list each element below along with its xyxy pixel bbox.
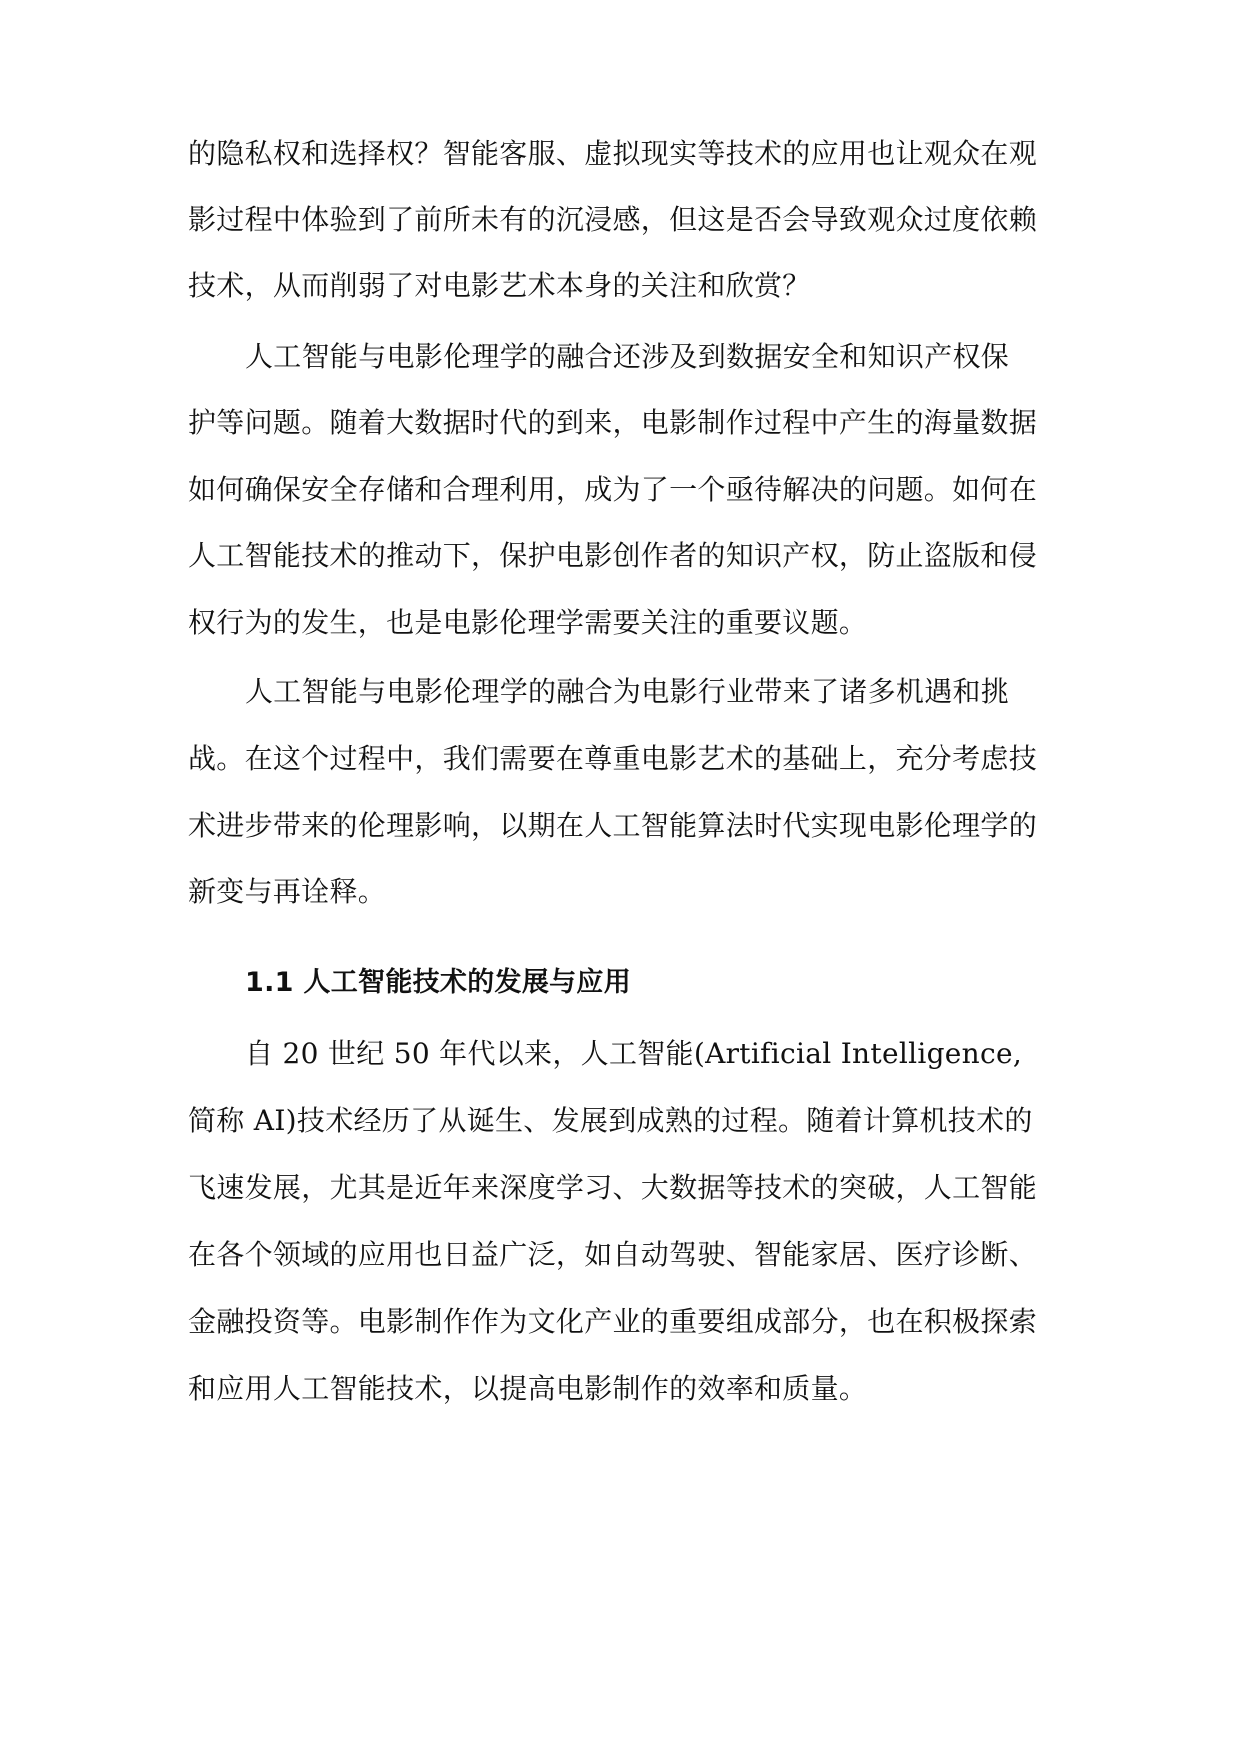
paragraph-1-line-2: 影过程中体验到了前所未有的沉浸感，但这是否会导致观众过度依赖 [188,203,1038,236]
section-paragraph-line-5: 金融投资等。电影制作作为文化产业的重要组成部分，也在积极探索 [188,1305,1038,1338]
paragraph-3-line-2: 战。在这个过程中，我们需要在尊重电影艺术的基础上，充分考虑技 [188,742,1038,775]
section-paragraph-line-1: 自 20 世纪 50 年代以来，人工智能(Artificial Intelligence, [245,1037,1023,1070]
section-paragraph-line-4: 在各个领域的应用也日益广泛，如自动驾驶、智能家居、医疗诊断、 [188,1238,1038,1271]
section-paragraph-line-2: 简称 AI)技术经历了从诞生、发展到成熟的过程。随着计算机技术的 [188,1104,1033,1137]
paragraph-2-line-1: 人工智能与电影伦理学的融合还涉及到数据安全和知识产权保 [245,340,1010,373]
paragraph-3-line-1: 人工智能与电影伦理学的融合为电影行业带来了诸多机遇和挑 [245,675,1010,708]
paragraph-3-line-3: 术进步带来的伦理影响，以期在人工智能算法时代实现电影伦理学的 [188,809,1038,842]
section-paragraph-line-3: 飞速发展，尤其是近年来深度学习、大数据等技术的突破，人工智能 [188,1171,1038,1204]
paragraph-2-line-5: 权行为的发生，也是电影伦理学需要关注的重要议题。 [188,606,868,639]
paragraph-2-line-4: 人工智能技术的推动下，保护电影创作者的知识产权，防止盗版和侵 [188,539,1038,572]
paragraph-2-line-3: 如何确保安全存储和合理利用，成为了一个亟待解决的问题。如何在 [188,473,1038,506]
paragraph-3-line-4: 新变与再诠释。 [188,875,387,908]
paragraph-1-line-1: 的隐私权和选择权？智能客服、虚拟现实等技术的应用也让观众在观 [188,137,1038,170]
paragraph-2-line-2: 护等问题。随着大数据时代的到来，电影制作过程中产生的海量数据 [188,406,1038,439]
paragraph-1-line-3: 技术，从而削弱了对电影艺术本身的关注和欣赏？ [188,269,811,302]
section-heading: 1.1 人工智能技术的发展与应用 [245,967,632,998]
section-paragraph-line-6: 和应用人工智能技术，以提高电影制作的效率和质量。 [188,1372,868,1405]
